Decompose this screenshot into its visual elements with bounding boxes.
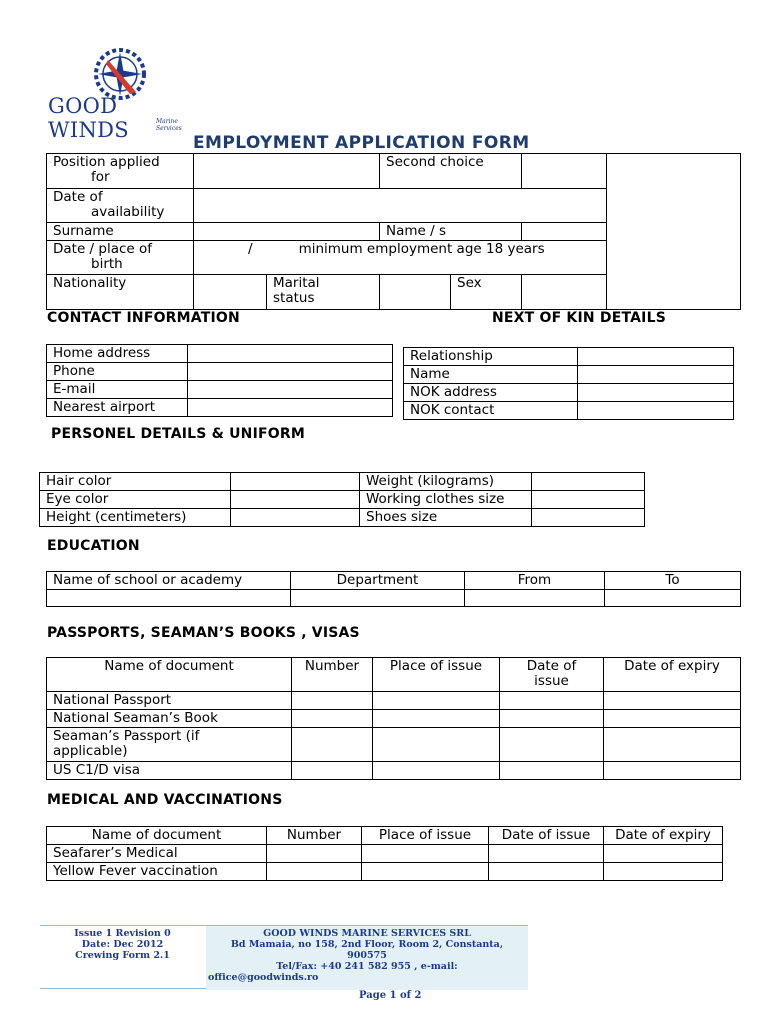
expiry-field[interactable]	[604, 762, 741, 780]
personel-label: Hair color	[40, 473, 231, 491]
place-field[interactable]	[373, 762, 500, 780]
personal-header-table	[46, 153, 741, 310]
availability-field[interactable]	[194, 189, 607, 223]
footer-issue: Issue 1 Revision 0	[74, 928, 171, 939]
surname-label: Surname	[47, 223, 194, 241]
seaman-passport-text: Seaman’s Passport (if	[53, 728, 200, 744]
nok-heading: NEXT OF KIN DETAILS	[492, 310, 666, 326]
personel-label: Height (centimeters)	[40, 509, 231, 527]
company-address: Bd Mamaia, no 158, 2nd Floor, Room 2, Constanta,	[230, 939, 504, 950]
home-address-field[interactable]	[188, 345, 393, 363]
applicable-text: applicable)	[53, 743, 128, 759]
date-availability-cell	[47, 189, 194, 223]
personel-label: Eye color	[40, 491, 231, 509]
company-email: office@goodwinds.ro	[208, 972, 319, 983]
nationality-field[interactable]	[194, 275, 267, 310]
medical-document-name: Yellow Fever vaccination	[47, 863, 267, 881]
place-field[interactable]	[373, 710, 500, 728]
school-field[interactable]	[47, 590, 291, 607]
nok-contact-field[interactable]	[578, 402, 734, 420]
issue-date-field[interactable]	[500, 728, 604, 762]
shoes-size-field[interactable]	[532, 509, 645, 527]
expiry-field[interactable]	[604, 863, 723, 881]
medical-col-header: Date of issue	[489, 827, 604, 845]
department-field[interactable]	[291, 590, 465, 607]
place-field[interactable]	[362, 863, 489, 881]
medical-table	[46, 826, 723, 881]
working-clothes-field[interactable]	[532, 491, 645, 509]
education-col-header: From	[465, 572, 605, 590]
sex-field[interactable]	[522, 275, 607, 310]
contact-row-label: Nearest airport	[47, 399, 188, 417]
photo-box[interactable]	[607, 154, 741, 310]
number-field[interactable]	[292, 762, 373, 780]
to-field[interactable]	[605, 590, 741, 607]
compass-logo-icon	[86, 48, 156, 100]
expiry-field[interactable]	[604, 710, 741, 728]
email-field[interactable]	[188, 381, 393, 399]
place-field[interactable]	[373, 728, 500, 762]
second-choice-field[interactable]	[522, 154, 607, 189]
nok-row-label: NOK contact	[404, 402, 578, 420]
page-number: Page 1 of 2	[359, 990, 422, 1001]
sex-label: Sex	[451, 275, 522, 310]
footer	[40, 925, 528, 989]
education-table	[46, 571, 741, 607]
medical-col-header: Number	[267, 827, 362, 845]
nok-table	[403, 347, 734, 420]
marital-status-label: status	[273, 290, 315, 306]
eye-color-field[interactable]	[231, 491, 360, 509]
medical-heading: MEDICAL AND VACCINATIONS	[47, 792, 283, 808]
passport-col-header: Name of document	[47, 658, 292, 692]
personel-label: Working clothes size	[360, 491, 532, 509]
issue-date-field[interactable]	[489, 845, 604, 863]
nok-row-label: Name	[404, 366, 578, 384]
hair-color-field[interactable]	[231, 473, 360, 491]
logo-name: GOOD WINDS	[48, 94, 129, 142]
surname-field[interactable]	[194, 223, 380, 241]
place-field[interactable]	[362, 845, 489, 863]
position-for-label: for	[91, 169, 110, 185]
nok-row-label: Relationship	[404, 348, 578, 366]
names-label: Name / s	[380, 223, 522, 241]
contact-table	[46, 344, 393, 417]
personel-label: Shoes size	[360, 509, 532, 527]
medical-col-header: Name of document	[47, 827, 267, 845]
footer-form: Crewing Form 2.1	[75, 950, 170, 961]
expiry-field[interactable]	[604, 845, 723, 863]
birth-separator: /	[248, 241, 253, 257]
marital-label-cell	[267, 275, 380, 310]
company-postcode: 900575	[347, 950, 387, 961]
document-name: National Passport	[47, 692, 292, 710]
names-field[interactable]	[522, 223, 607, 241]
position-applied-label: Position applied	[53, 154, 160, 170]
passport-col-header-date-issue	[500, 658, 604, 692]
company-name: GOOD WINDS MARINE SERVICES SRL	[263, 928, 471, 939]
issue-date-field[interactable]	[489, 863, 604, 881]
contact-row-label: Phone	[47, 363, 188, 381]
height-field[interactable]	[231, 509, 360, 527]
birth-field[interactable]	[194, 241, 607, 275]
position-label-cell	[47, 154, 194, 189]
medical-col-header: Place of issue	[362, 827, 489, 845]
phone-field[interactable]	[188, 363, 393, 381]
education-col-header: Name of school or academy	[47, 572, 291, 590]
footer-left	[40, 928, 205, 961]
number-field[interactable]	[292, 710, 373, 728]
date-place-label: Date / place of	[53, 241, 153, 257]
expiry-field[interactable]	[604, 728, 741, 762]
logo-subtitle: Marine Services	[156, 118, 182, 132]
document-name: US C1/D visa	[47, 762, 292, 780]
marital-label: Marital	[273, 275, 320, 291]
form-title: EMPLOYMENT APPLICATION FORM	[193, 133, 530, 153]
date-of-label: Date of	[53, 189, 103, 205]
document-name-cell	[47, 728, 292, 762]
birth-label: birth	[91, 256, 123, 272]
nok-name-field[interactable]	[578, 366, 734, 384]
education-col-header: Department	[291, 572, 465, 590]
medical-document-name: Seafarer’s Medical	[47, 845, 267, 863]
birth-label-cell	[47, 241, 194, 275]
second-choice-label: Second choice	[380, 154, 522, 189]
medical-col-header: Date of expiry	[604, 827, 723, 845]
passport-col-header: Number	[292, 658, 373, 692]
passport-col-header: Place of issue	[373, 658, 500, 692]
nationality-label: Nationality	[47, 275, 194, 310]
document-name: National Seaman’s Book	[47, 710, 292, 728]
availability-label: availability	[91, 204, 165, 220]
contact-row-label: E-mail	[47, 381, 188, 399]
issue-text: issue	[534, 673, 569, 689]
contact-heading: CONTACT INFORMATION	[47, 310, 240, 326]
position-field[interactable]	[194, 154, 380, 189]
personel-label: Weight (kilograms)	[360, 473, 532, 491]
marital-field[interactable]	[380, 275, 451, 310]
personel-heading: PERSONEL DETAILS & UNIFORM	[51, 426, 305, 442]
logo	[46, 48, 196, 142]
relationship-field[interactable]	[578, 348, 734, 366]
airport-field[interactable]	[188, 399, 393, 417]
date-of-text: Date of	[526, 658, 577, 674]
number-field[interactable]	[267, 845, 362, 863]
weight-field[interactable]	[532, 473, 645, 491]
education-heading: EDUCATION	[47, 538, 140, 554]
number-field[interactable]	[292, 692, 373, 710]
company-phone: Tel/Fax: +40 241 582 955 , e-mail:	[276, 961, 458, 972]
passports-heading: PASSPORTS, SEAMAN’S BOOKS , VISAS	[47, 625, 360, 641]
footer-company	[206, 926, 528, 990]
nok-row-label: NOK address	[404, 384, 578, 402]
issue-date-field[interactable]	[500, 692, 604, 710]
issue-date-field[interactable]	[500, 710, 604, 728]
number-field[interactable]	[292, 728, 373, 762]
place-field[interactable]	[373, 692, 500, 710]
number-field[interactable]	[267, 863, 362, 881]
contact-row-label: Home address	[47, 345, 188, 363]
education-col-header: To	[605, 572, 741, 590]
passport-col-header: Date of expiry	[604, 658, 741, 692]
personel-table	[39, 472, 645, 527]
min-age-note: minimum employment age 18 years	[298, 241, 545, 257]
expiry-field[interactable]	[604, 692, 741, 710]
footer-date: Date: Dec 2012	[81, 939, 164, 950]
nok-address-field[interactable]	[578, 384, 734, 402]
passports-table	[46, 657, 741, 780]
issue-date-field[interactable]	[500, 762, 604, 780]
from-field[interactable]	[465, 590, 605, 607]
